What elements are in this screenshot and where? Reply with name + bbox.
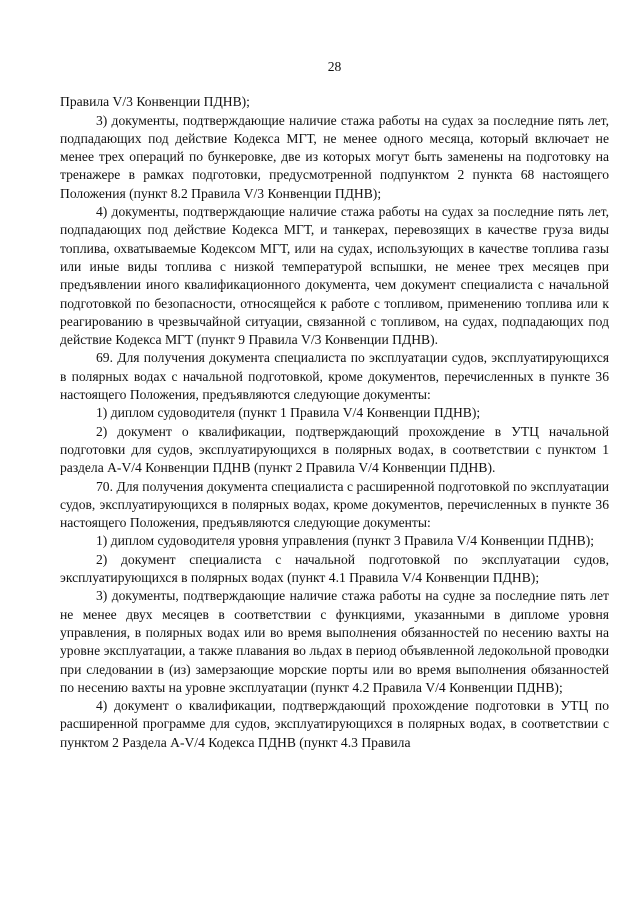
paragraph: 2) документ специалиста с начальной подготовкой по эксплуатации судов, эксплуатирующихся в полярных водах (пункт 4.1 Правила V/4 Конвенции ПДНВ); <box>60 551 609 586</box>
page-number: 28 <box>327 59 342 74</box>
paragraph: 2) документ о квалификации, подтверждающий прохождение в УТЦ начальной подготовки для судов, эксплуатирующихся в полярных водах, в соответствии с пунктом 1 раздела A-V/4 Конвенции ПДНВ (пункт 2 Правила V/4 Конвенции ПДНВ). <box>60 423 609 476</box>
paragraph: 4) документы, подтверждающие наличие стажа работы на судах за последние пять лет, подпадающих под действие Кодекса МГТ, и танкерах, перевозящих в качестве груза виды топлива, охватываемые Кодексом МГТ, или на судах, использующих в качестве топлива газы или иные виды топлива с низкой температурой вспышки, не менее трех месяцев при предъявлении иного квалификационного документа, чем документ специалиста с начальной подготовкой по безопасности, относящейся к работе с топливом, применению топлива или к реагированию в чрезвычайной ситуации, связанной с топливом, на судах, подпадающих под действие Кодекса МГТ (пункт 9 Правила V/3 Конвенции ПДНВ). <box>60 204 609 348</box>
paragraph: 4) документ о квалификации, подтверждающий прохождение подготовки в УТЦ по расширенной программе для судов, эксплуатирующихся в полярных водах, в соответствии с пунктом 2 Раздела A-V/4 Кодекса ПДНВ (пункт 4.3 Правила <box>60 698 609 750</box>
paragraph: 1) диплом судоводителя (пункт 1 Правила V/4 Конвенции ПДНВ); <box>96 405 481 421</box>
paragraph: 1) диплом судоводителя уровня управления (пункт 3 Правила V/4 Конвенции ПДНВ); <box>96 533 595 549</box>
paragraph: Правила V/3 Конвенции ПДНВ); <box>60 94 250 110</box>
paragraph: 69. Для получения документа специалиста по эксплуатации судов, эксплуатирующихся в полярных водах с начальной подготовкой, кроме документов, перечисленных в пункте 36 настоящего Положения, предъявляются следующие документы: <box>60 350 609 403</box>
document-body <box>60 93 609 752</box>
paragraph: 3) документы, подтверждающие наличие стажа работы на судне за последние пять лет не менее двух месяцев в соответствии с функциями, указанными в дипломе уровня управления, в полярных водах или во время выполнения обязанностей по несению вахты на уровне эксплуатации, а также плавания во льдах в период объявленной ледокольной проводки при следовании в (из) замерзающие морские порты или во время выполнения обязанностей по несению вахты на уровне эксплуатации (пункт 4.2 Правила V/4 Конвенции ПДНВ); <box>60 588 609 695</box>
document-page <box>60 58 609 752</box>
paragraph: 3) документы, подтверждающие наличие стажа работы на судах за последние пять лет, подпадающих под действие Кодекса МГТ, не менее одного месяца, который включает не менее трех операций по бункеровке, две из которых могут быть заменены на подготовку на тренажере в рамках подготовки, предусмотренной подпунктом 2 пункта 68 настоящего Положения (пункт 8.2 Правила V/3 Конвенции ПДНВ); <box>60 112 609 201</box>
paragraph: 70. Для получения документа специалиста с расширенной подготовкой по эксплуатации судов, эксплуатирующихся в полярных водах, кроме документов, перечисленных в пункте 36 настоящего Положения, предъявляются следующие документы: <box>60 478 609 531</box>
